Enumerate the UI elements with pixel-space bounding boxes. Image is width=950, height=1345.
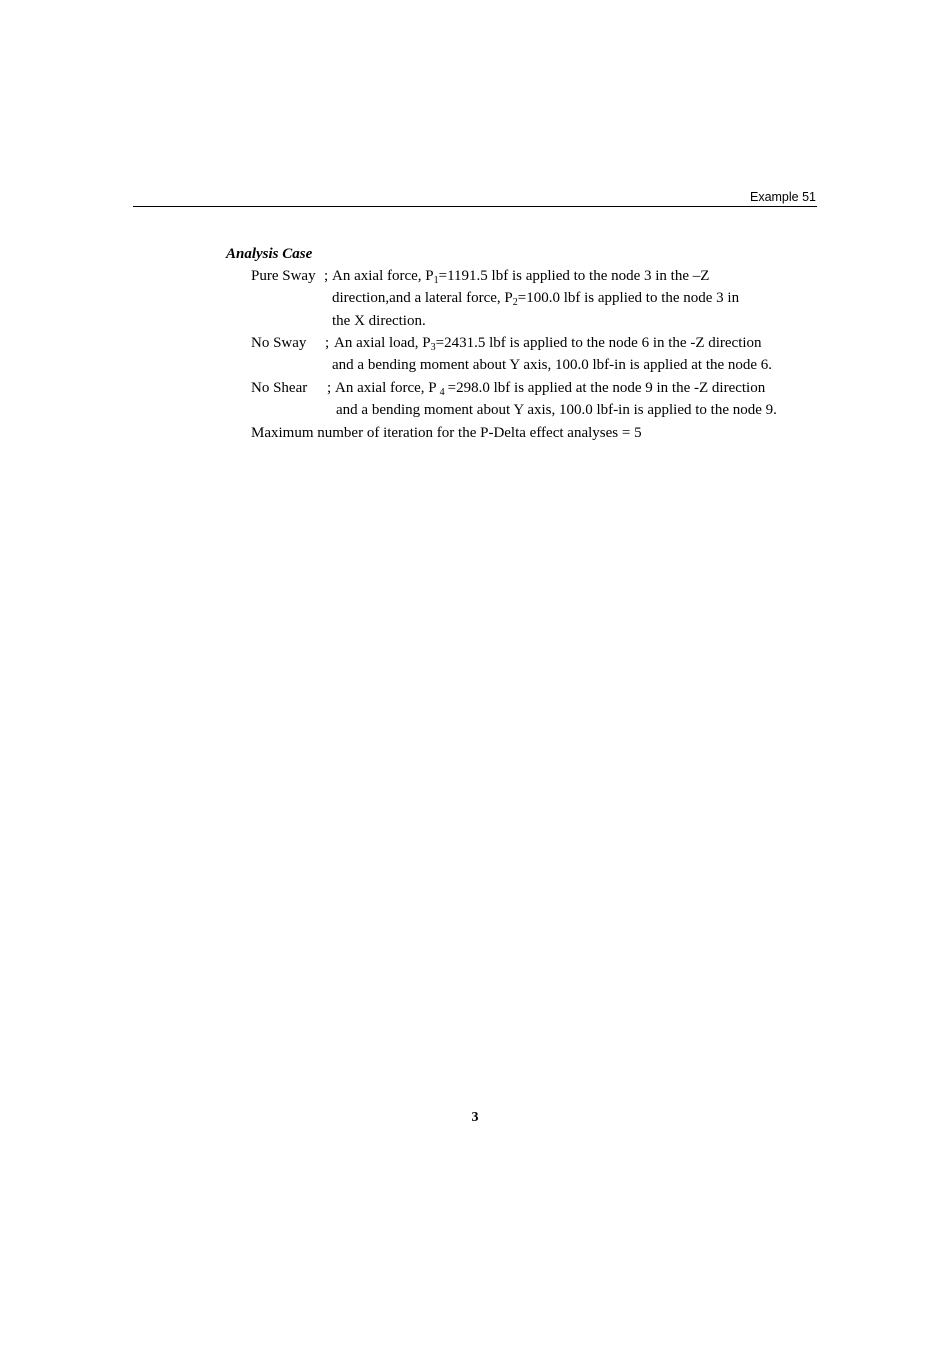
case-description-line: An axial load, $P_3=2431.5$ lbf is applied to the node 6 in the -Z direction	[334, 335, 762, 353]
case-separator: ;	[324, 268, 329, 284]
case-name: Pure Sway	[251, 268, 316, 284]
page-number: 3	[471, 1110, 479, 1125]
case-description-line: and a bending moment about Y axis, 100.0 lbf-in is applied to the node 9.	[336, 402, 777, 418]
case-name: No Sway	[251, 335, 307, 351]
case-description-line: An axial force, $P_1=1191.5$ lbf is applied to the node 3 in the –Z	[332, 268, 710, 286]
case-separator: ;	[327, 380, 332, 396]
case-separator: ;	[325, 335, 330, 351]
case-description-line: An axial force, P $_4$ =298.0 lbf is applied at the node 9 in the -Z direction	[335, 380, 766, 398]
case-name: No Shear	[251, 380, 308, 396]
case-description-line: and a bending moment about Y axis, 100.0 lbf-in is applied at the node 6.	[332, 357, 773, 373]
section-title: Analysis Case	[226, 246, 313, 262]
iteration-note: Maximum number of iteration for the P-Delta effect analyses = 5	[251, 425, 642, 441]
case-description-line: direction,and a lateral force, $P_2=100.0$ lbf is applied to the node 3 in	[332, 290, 740, 308]
running-header: Example 51	[749, 190, 816, 204]
header-rule	[133, 206, 817, 207]
case-description-line: the X direction.	[332, 313, 426, 329]
analysis-case-section	[226, 243, 777, 441]
